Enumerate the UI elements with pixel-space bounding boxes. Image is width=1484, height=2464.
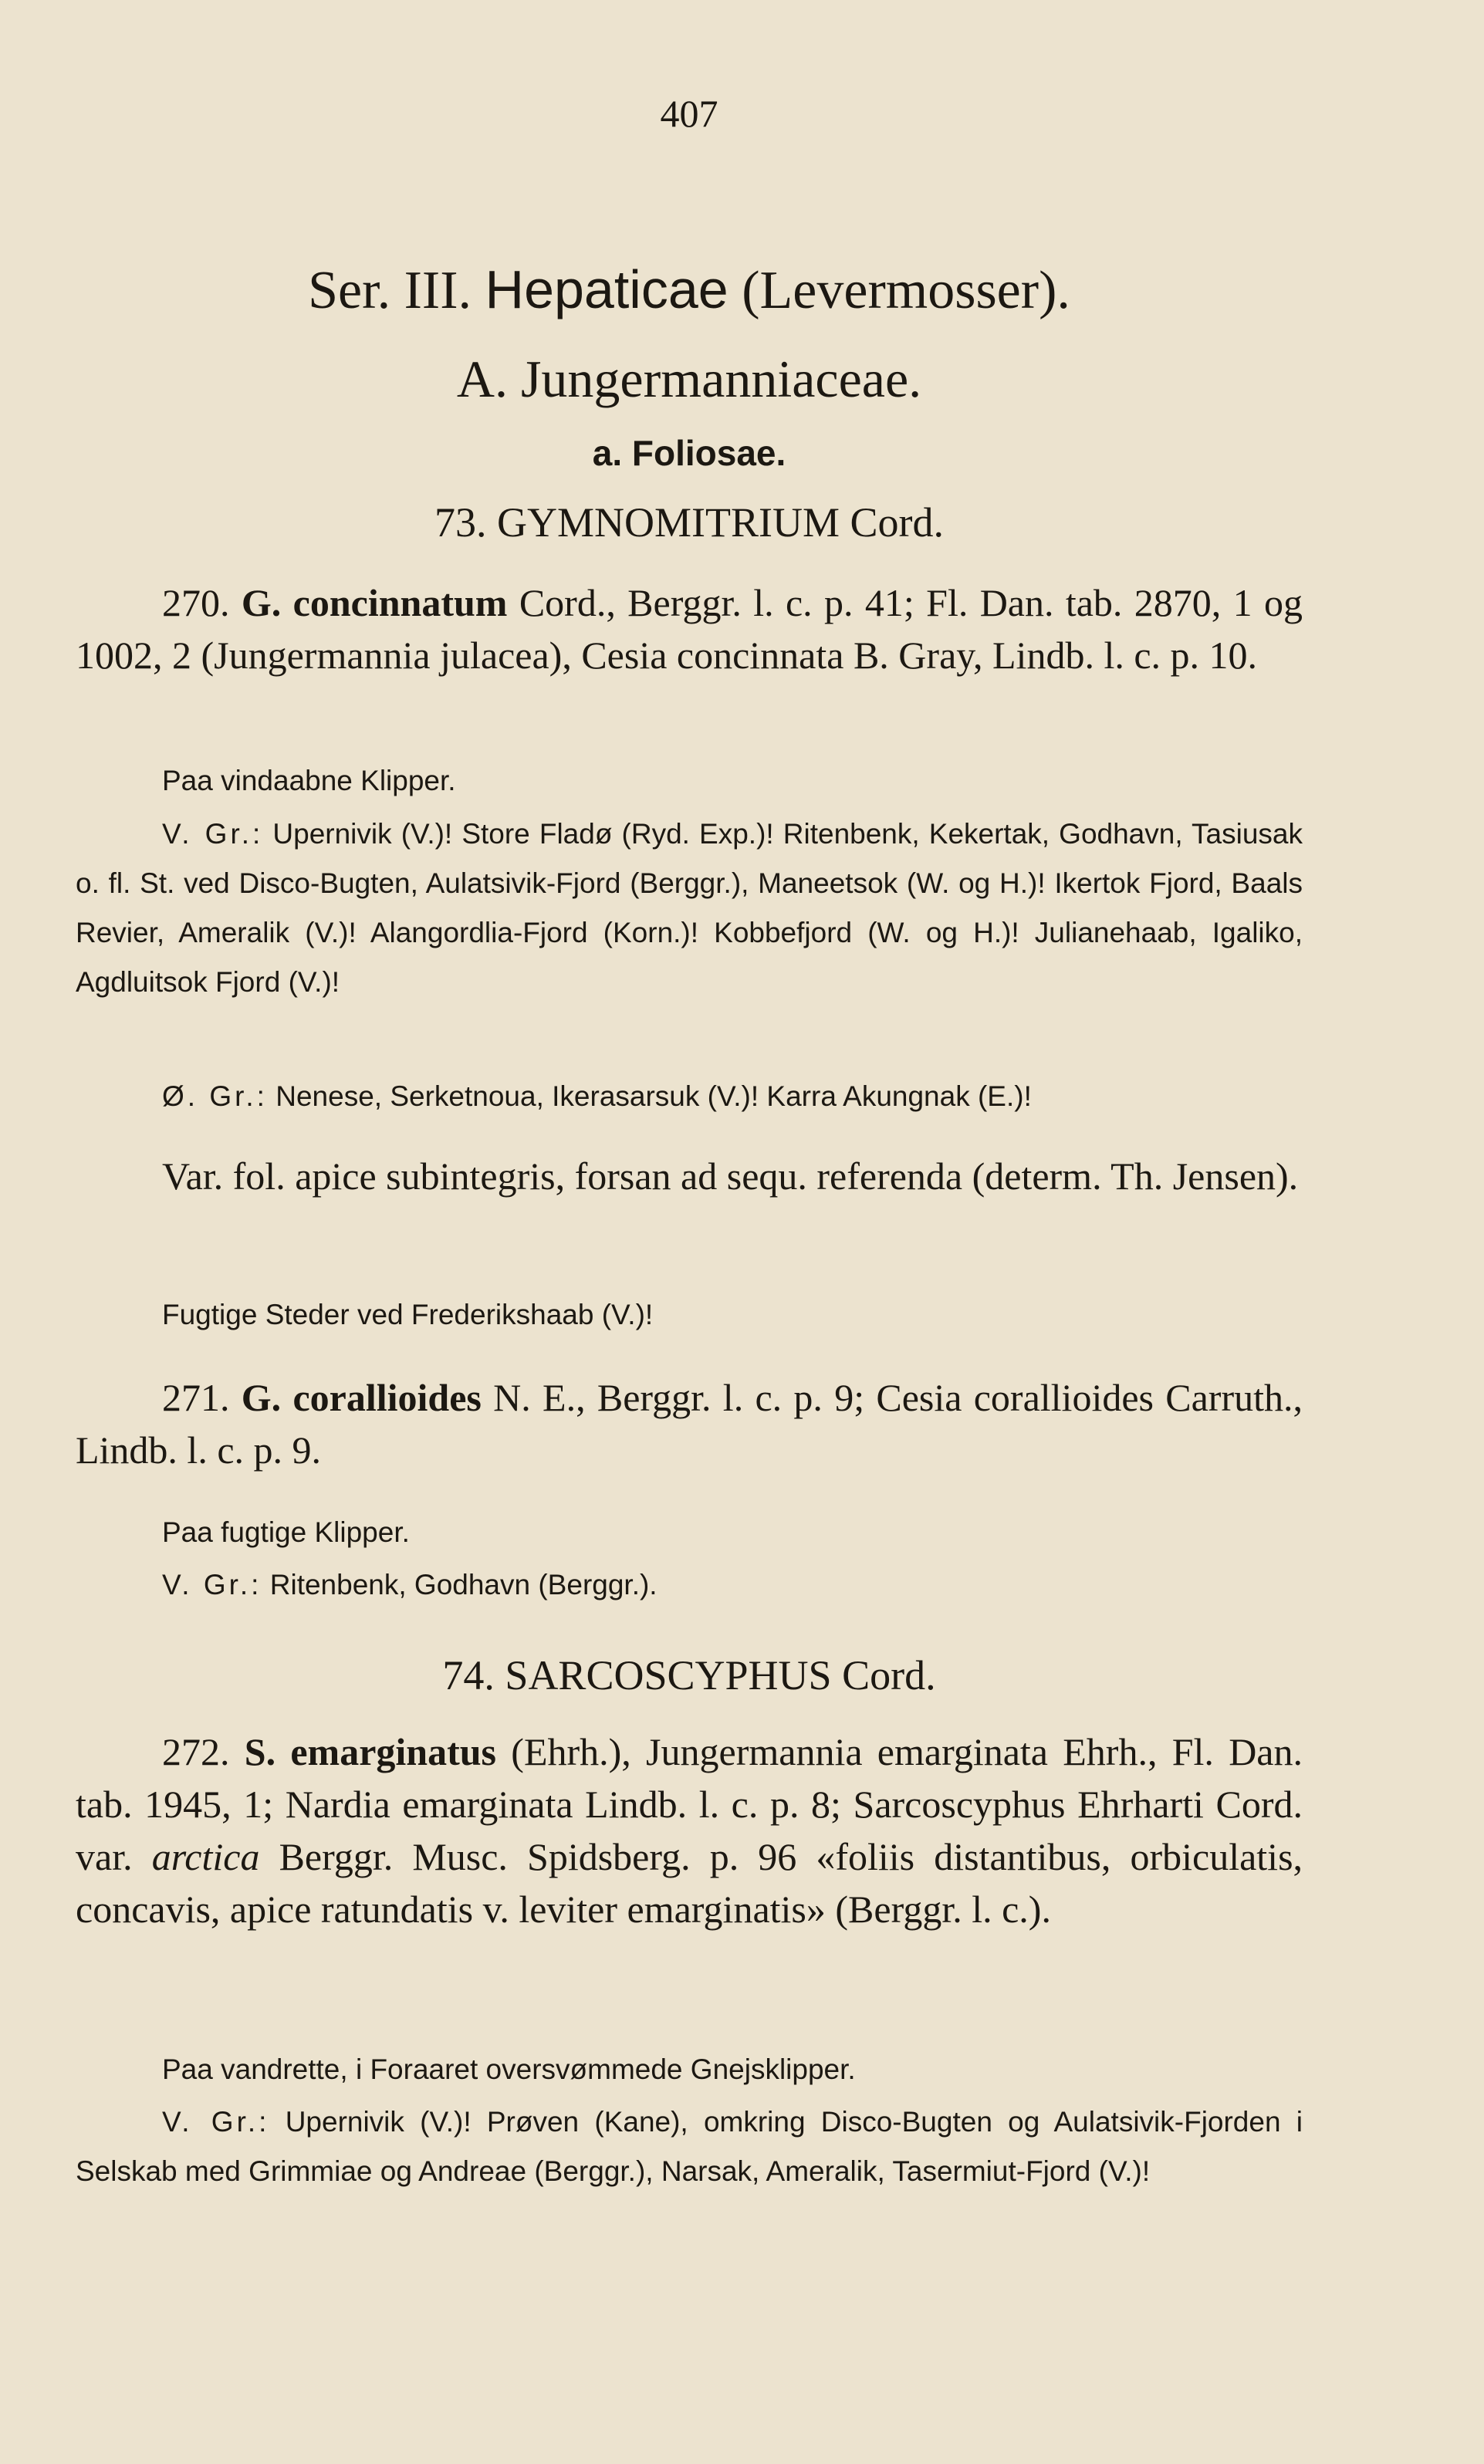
species-270-habitat: Paa vindaabne Klipper. bbox=[162, 765, 456, 796]
region-label-west: V. Gr.: bbox=[162, 1569, 262, 1600]
family-heading: A. Jungermanniaceae. bbox=[456, 350, 922, 408]
book-page bbox=[76, 0, 1303, 2464]
species-synonymy: N. E., Berggr. l. c. p. 9; Cesia corallioides Carruth., Lindb. l. c. p. 9. bbox=[76, 1376, 1303, 1472]
subfamily-heading: a. Foliosae. bbox=[592, 433, 786, 473]
variety-name: arctica bbox=[151, 1835, 260, 1878]
page-number: 407 bbox=[660, 92, 718, 135]
localities-west: Ritenbenk, Godhavn (Berggr.). bbox=[269, 1569, 657, 1600]
series-subtitle: (Levermosser). bbox=[742, 261, 1070, 320]
species-272-habitat: Paa vandrette, i Foraaret oversvømmede Gnejsklipper. bbox=[162, 2053, 856, 2085]
species-270-variety-habitat: Fugtige Steder ved Frederikshaab (V.)! bbox=[162, 1299, 654, 1330]
species-name: G. concinnatum bbox=[241, 581, 508, 624]
species-270-east-greenland bbox=[76, 1072, 1303, 1121]
species-synonymy: Cord., Berggr. l. c. p. 41; Fl. Dan. tab. 2870, 1 og 1002, 2 (Jungermannia julacea), Cesia concinnata B. Gray, Lindb. l. c. p. 10. bbox=[76, 581, 1303, 677]
species-270-entry bbox=[76, 576, 1303, 681]
species-number: 270. bbox=[162, 581, 230, 624]
species-synonymy-b: Berggr. Musc. Spidsberg. p. 96 «foliis distantibus, orbiculatis, concavis, apice ratundatis v. leviter emarginatis» (Berggr. l. c.). bbox=[76, 1835, 1303, 1931]
genus-heading-gymnomitrium: 73. GYMNOMITRIUM Cord. bbox=[434, 499, 944, 546]
species-synonymy-a: (Ehrh.), Jungermannia emarginata Ehrh., Fl. Dan. tab. 1945, 1; Nardia emarginata Lindb. l. c. p. 8; Sarcoscyphus Ehrharti Cord. var. bbox=[76, 1730, 1303, 1878]
species-number: 272. bbox=[162, 1730, 230, 1773]
localities-west: Upernivik (V.)! Store Fladø (Ryd. Exp.)! Ritenbenk, Kekertak, Godhavn, Tasiusak o. fl. St. ved Disco-Bugten, Aulatsivik-Fjord (Berggr.), Maneetsok (W. og H.)! Ikertok Fjord, Baals Revier, Ameralik (V.)! Alangordlia-Fjord (Korn.)! Kobbefjord (W. og H.)! Julianehaab, Igaliko, Agdluitsok Fjord (V.)! bbox=[76, 818, 1303, 998]
series-heading bbox=[76, 259, 1303, 322]
region-label-west: V. Gr.: bbox=[162, 2106, 270, 2138]
species-270-west-greenland bbox=[76, 810, 1303, 1007]
species-number: 271. bbox=[162, 1376, 230, 1419]
series-title: Hepaticae bbox=[485, 259, 728, 319]
series-prefix: Ser. III. bbox=[308, 261, 472, 320]
localities-west: Upernivik (V.)! Prøven (Kane), omkring Disco-Bugten og Aulatsivik-Fjorden i Selskab med Grimmiae og Andreae (Berggr.), Narsak, Ameralik, Tasermiut-Fjord (V.)! bbox=[76, 2106, 1303, 2187]
species-270-variety: Var. fol. apice subintegris, forsan ad sequ. referenda (determ. Th. Jensen). bbox=[162, 1154, 1299, 1198]
species-271-entry bbox=[76, 1371, 1303, 1476]
species-name: G. corallioides bbox=[241, 1376, 482, 1419]
region-label-east: Ø. Gr.: bbox=[162, 1080, 268, 1112]
region-label-west: V. Gr.: bbox=[162, 818, 264, 850]
localities-east: Nenese, Serketnoua, Ikerasarsuk (V.)! Karra Akungnak (E.)! bbox=[276, 1080, 1032, 1112]
species-272-west-greenland bbox=[76, 2097, 1303, 2196]
species-271-habitat: Paa fugtige Klipper. bbox=[162, 1516, 410, 1548]
species-271-west-greenland bbox=[76, 1560, 1303, 1610]
species-272-entry bbox=[76, 1725, 1303, 1935]
species-name: S. emarginatus bbox=[244, 1730, 497, 1773]
genus-heading-sarcoscyphus: 74. SARCOSCYPHUS Cord. bbox=[442, 1652, 936, 1698]
